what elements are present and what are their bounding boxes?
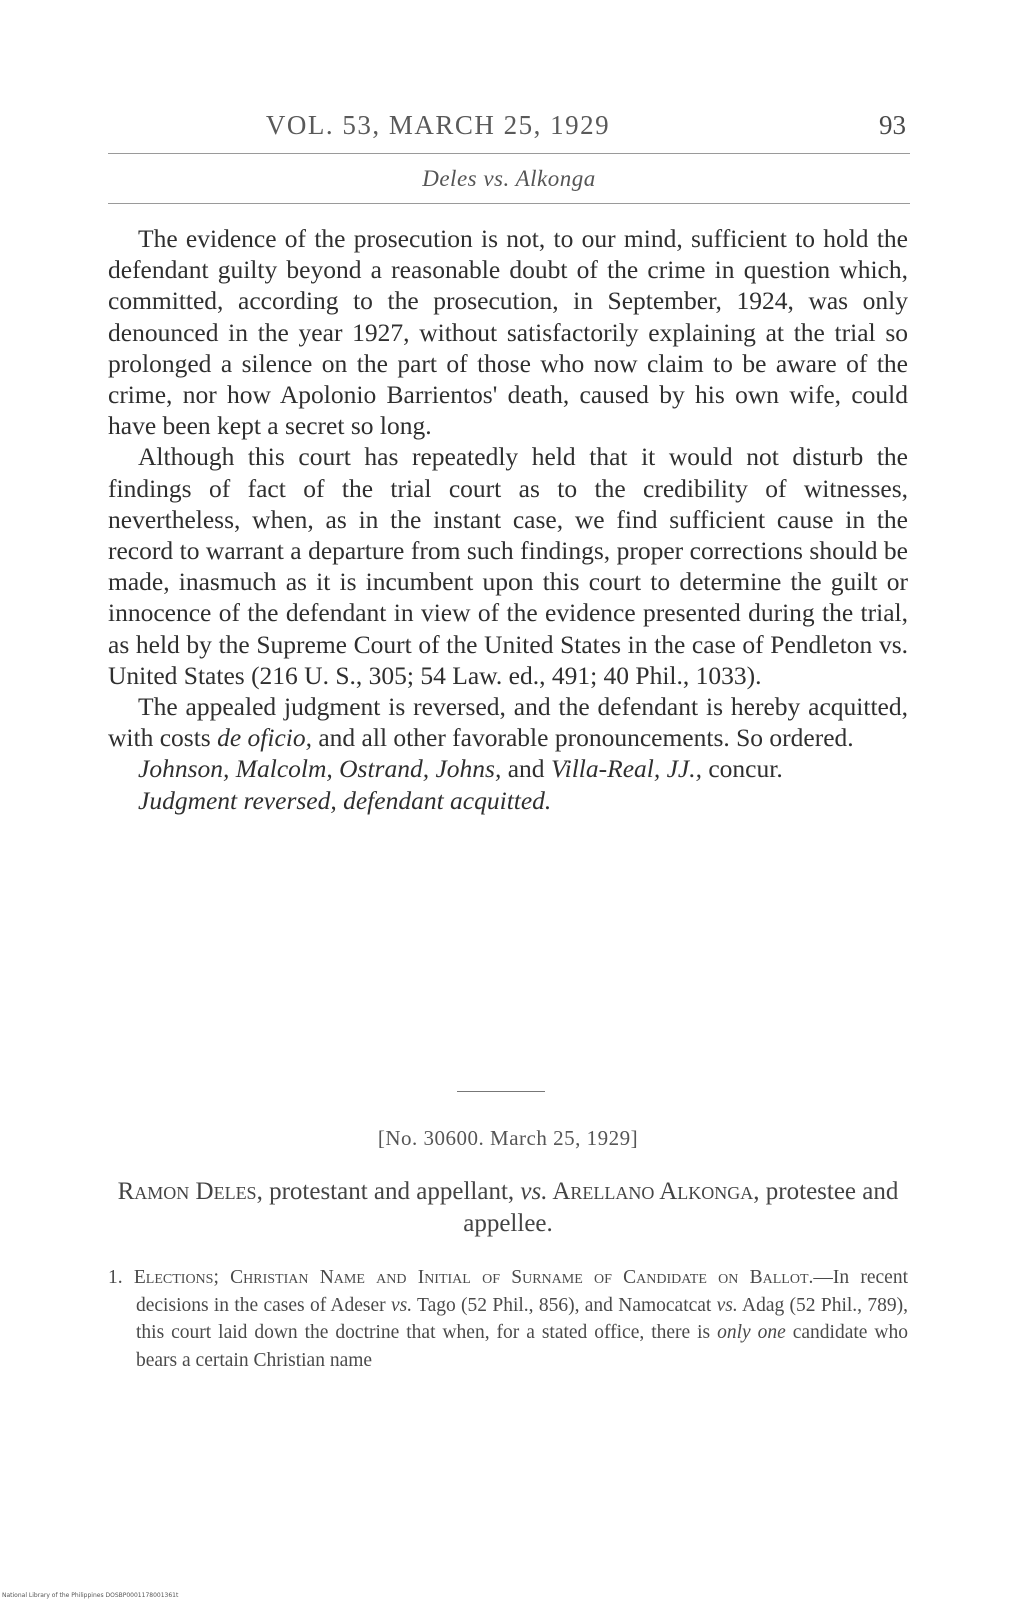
syllabus-text-d: candidate who bears a certain Christian name (136, 1322, 908, 1371)
header-rule-bottom (108, 203, 910, 204)
syllabus-item (108, 1264, 908, 1374)
syllabus-text-b: Tago (52 Phil., 856), and Namocatcat (412, 1294, 717, 1316)
case-separator (457, 1091, 545, 1092)
paragraph-evidence: The evidence of the prosecution is not, to our mind, sufficient to hold the defendant guilty beyond a reasonable doubt of the crime in question which, committed, according to the prosecution, in September, 1924, was only denounced in the year 1927, without satisfactorily explaining at the trial so prolonged a silence on the part of those who now claim to be aware of the crime, nor how Apolonio Barrientos' death, caused by his own wife, could have been kept a secret so long. (108, 224, 908, 441)
judgment-text-a: The appealed judgment is reversed, and the defendant is hereby acquitted, with costs (108, 692, 908, 753)
header-rule-top (108, 153, 910, 154)
paragraph-disposition (108, 785, 908, 816)
running-head (108, 110, 908, 146)
syllabus-vs-1: vs. (390, 1294, 413, 1316)
library-stamp: National Library of the Philippines DOSBP0001178001361t (2, 1592, 179, 1599)
opinion-body (108, 223, 908, 816)
syllabus-text-a: —In recent decisions in the cases of Adeser (136, 1267, 908, 1316)
party-protestant: Ramon Deles, (117, 1178, 263, 1205)
paragraph-findings: Although this court has repeatedly held that it would not disturb the findings of fact of the trial court as to the credibility of witnesses, nevertheless, when, as in the instant case, we find sufficient cause in the record to warrant a departure from such findings, proper corrections should be made, inasmuch as it is incumbent upon this court to determine the guilt or innocence of the defendant in view of the evidence presented during the trial, as held by the Supreme Court of the United States in the case of Pendleton vs. United States (216 U. S., 305; 54 Law. ed., 491; 40 Phil., 1033). (108, 442, 908, 690)
judgment-text-b: and all other favorable pronouncements. So ordered. (311, 723, 854, 753)
page-number: 93 (879, 110, 906, 140)
case-caption: Deles vs. Alkonga (422, 166, 596, 191)
concur-and: and (501, 754, 551, 784)
concur-word: concur. (701, 754, 783, 784)
syllabus-number: 1. (108, 1267, 123, 1288)
parties-vs: vs. (520, 1178, 548, 1205)
docket-number: [No. 30600. March 25, 1929] (377, 1126, 639, 1150)
party-protestee: Arellano Alkonga, (547, 1178, 760, 1205)
concurring-justice-last: Villa-Real, JJ., (550, 754, 702, 784)
paragraph-concurrence (108, 753, 908, 784)
paragraph-judgment (108, 691, 908, 753)
disposition: Judgment reversed, defendant acquitted. (138, 785, 552, 815)
running-title: VOL. 53, MARCH 25, 1929 (265, 110, 611, 140)
syllabus-text-c: Adag (52 Phil., 789), this court laid down the doctrine that when, for a stated office, there is (136, 1294, 908, 1344)
concurring-justices: Johnson, Malcolm, Ostrand, Johns, (138, 754, 502, 784)
party-protestee-role: protestee and appellee. (463, 1178, 899, 1237)
case-parties (108, 1176, 908, 1240)
party-protestant-role: protestant and appellant, (262, 1178, 521, 1205)
syllabus-vs-2: vs. (716, 1294, 738, 1316)
de-oficio-term: de oficio, (217, 723, 312, 753)
syllabus-heading: Elections; Christian Name and Initial of Surname of Candidate on Ballot. (133, 1267, 814, 1288)
syllabus (108, 1264, 908, 1374)
syllabus-only-one: only one (717, 1322, 786, 1344)
